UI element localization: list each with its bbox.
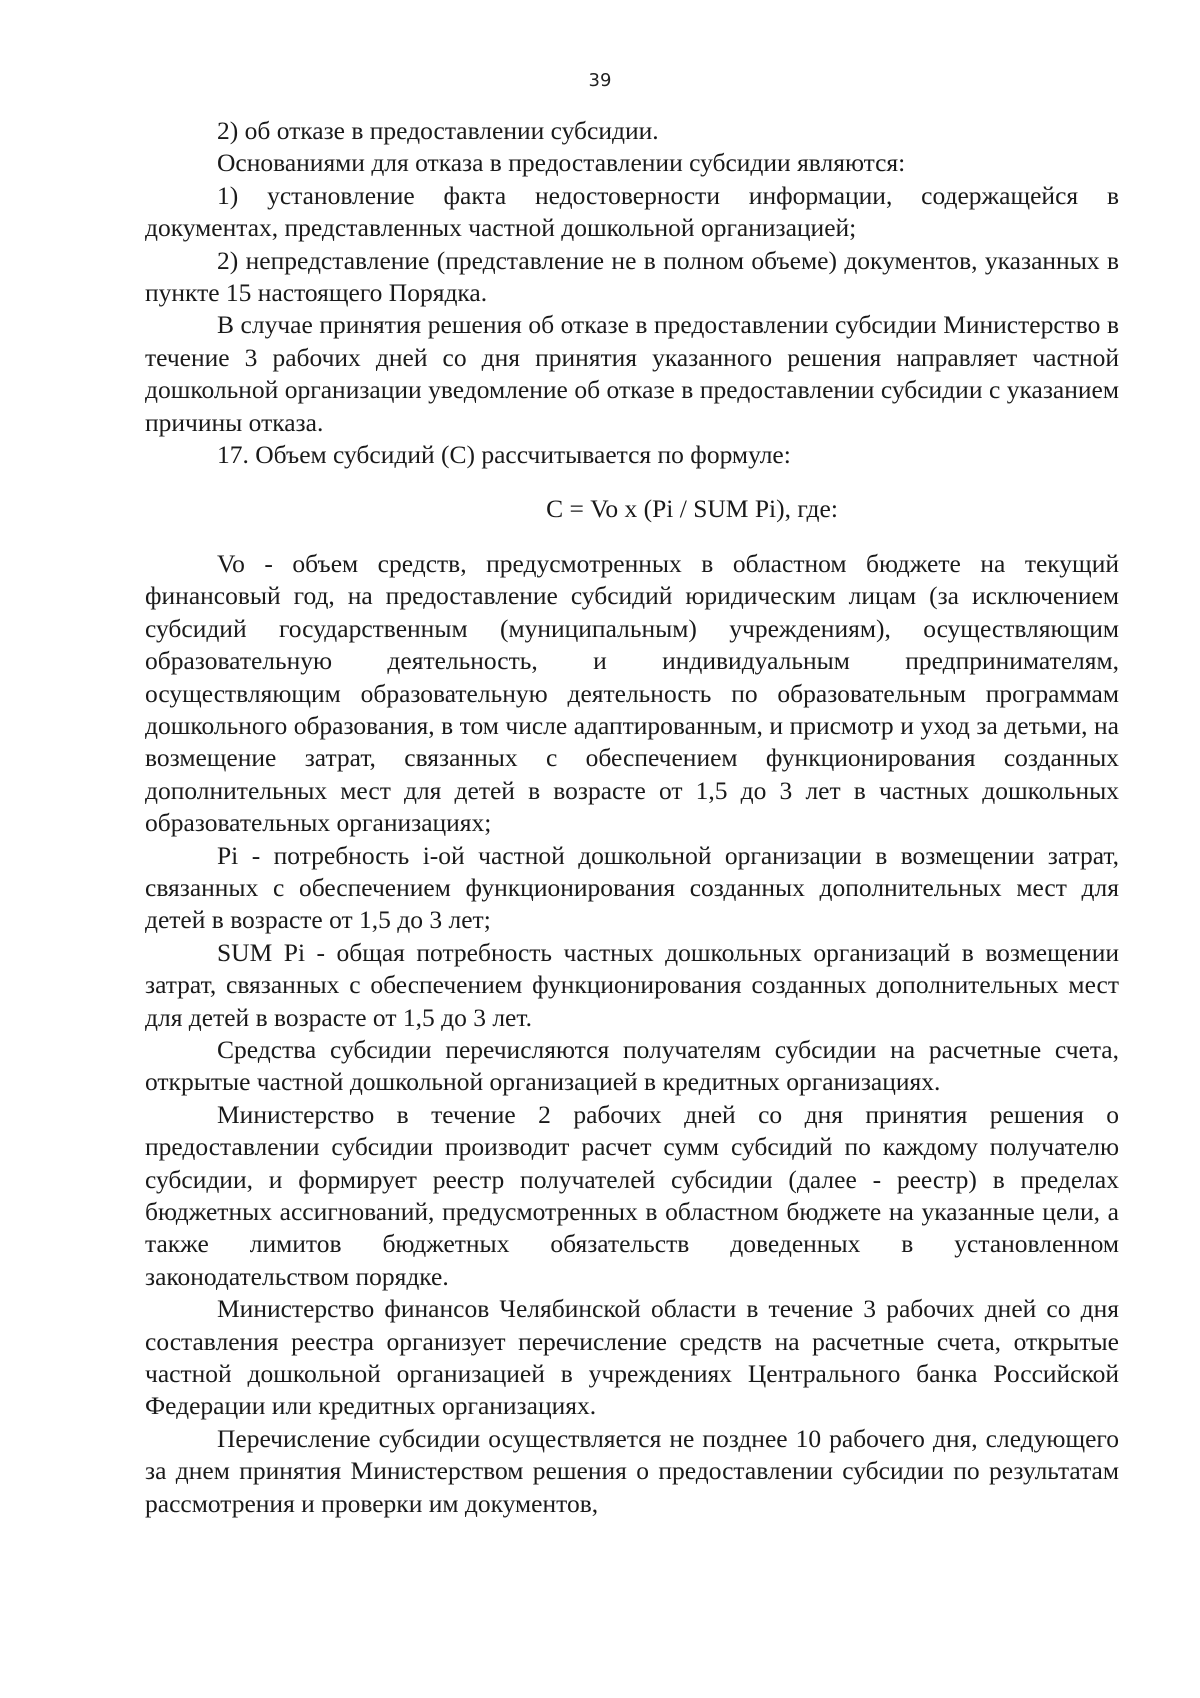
- paragraph-refusal-grounds-intro: Основаниями для отказа в предоставлении субсидии являются:: [217, 148, 906, 178]
- document-body: [145, 115, 1119, 1520]
- subsidy-formula: С = Vo x (Pi / SUM Pi), где:: [546, 494, 838, 524]
- paragraph-transfer-accounts: Средства субсидии перечисляются получателям субсидии на расчетные счета, открытые частной дошкольной организацией в кредитных организациях.: [145, 1034, 1119, 1097]
- paragraph-refusal-decision: 2) об отказе в предоставлении субсидии.: [217, 116, 659, 145]
- paragraph-refusal-ground-1: 1) установление факта недостоверности информации, содержащейся в документах, представленных частной дошкольной организацией;: [145, 180, 1119, 243]
- paragraph-registry-formation: Министерство в течение 2 рабочих дней со дня принятия решения о предоставлении субсидии производит расчет сумм субсидий по каждому получателю субсидии, и формирует реестр получателей субсидии (далее - реестр) в пределах бюджетных ассигнований, предусмотренных в областном бюджете на указанные цели, а также лимитов бюджетных обязательств доведенных в установленном законодательством порядке.: [145, 1099, 1119, 1291]
- paragraph-refusal-ground-2: 2) непредставление (представление не в полном объеме) документов, указанных в пункте 15 настоящего Порядка.: [145, 245, 1119, 308]
- paragraph-finance-ministry-transfer: Министерство финансов Челябинской области в течение 3 рабочих дней со дня составления реестра организует перечисление средств на расчетные счета, открытые частной дошкольной организацией в учреждениях Центрального банка Российской Федерации или кредитных организациях.: [145, 1294, 1119, 1421]
- definition-sum-pi: SUM Pi - общая потребность частных дошкольных организаций в возмещении затрат, связанных с обеспечением функционирования созданных дополнительных мест для детей в возрасте от 1,5 до 3 лет.: [145, 937, 1119, 1032]
- definition-vo: Vo - объем средств, предусмотренных в областном бюджете на текущий финансовый год, на предоставление субсидий юридическим лицам (за исключением субсидий государственным (муниципальным) учреждениям), осуществляющим образовательную деятельность, и индивидуальным предпринимателям, осуществляющим образовательную деятельность по образовательным программам дошкольного образования, в том числе адаптированным, и присмотр и уход за детьми, на возмещение затрат, связанных с обеспечением функционирования созданных дополнительных мест для детей в возрасте от 1,5 до 3 лет в частных дошкольных образовательных организациях;: [145, 548, 1119, 838]
- paragraph-transfer-deadline: Перечисление субсидии осуществляется не позднее 10 рабочего дня, следующего за днем принятия Министерством решения о предоставлении субсидии по результатам рассмотрения и проверки им документов,: [145, 1423, 1119, 1518]
- page-number: 39: [588, 70, 612, 91]
- definition-pi: Pi - потребность i-ой частной дошкольной организации в возмещении затрат, связанных с обеспечением функционирования созданных дополнительных мест для детей в возрасте от 1,5 до 3 лет;: [145, 840, 1119, 935]
- paragraph-refusal-notification: В случае принятия решения об отказе в предоставлении субсидии Министерство в течение 3 рабочих дней со дня принятия указанного решения направляет частной дошкольной организации уведомление об отказе в предоставлении субсидии с указанием причины отказа.: [145, 310, 1119, 437]
- paragraph-subsidy-volume-intro: 17. Объем субсидий (С) рассчитывается по формуле:: [217, 440, 791, 470]
